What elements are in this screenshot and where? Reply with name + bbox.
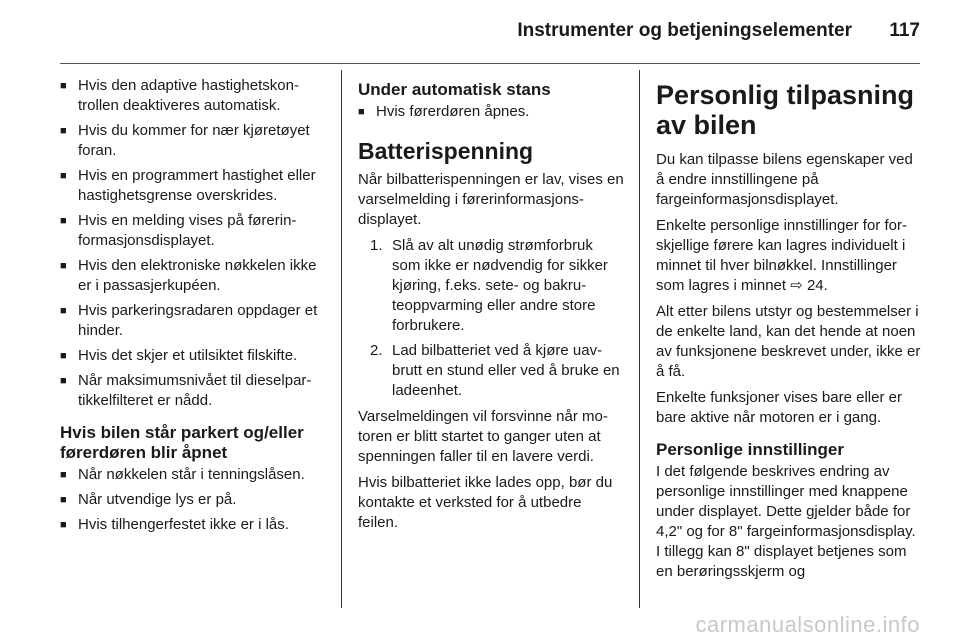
parked-list bbox=[60, 465, 330, 535]
section-title-personalization: Personlig tilpasning av bilen bbox=[656, 80, 915, 140]
paragraph: Varselmeldingen vil forsvinne når motoren er blitt startet to ganger uten at spenningen faller til en lavere verdi. bbox=[358, 408, 608, 465]
list-item: ■ Hvis den adaptive hastighetskontrollen deaktiveres automatisk. bbox=[60, 76, 330, 116]
paragraph: Når bilbatterispenningen er lav, vises en varselmelding i førerinformasjonsdisplayet. bbox=[358, 171, 624, 228]
column-left bbox=[60, 76, 330, 540]
list-item: ■ Hvis det skjer et utilsiktet filskifte. bbox=[60, 346, 330, 366]
list-item bbox=[358, 341, 624, 401]
page-number: 117 bbox=[889, 20, 920, 41]
list-item: ■ Når maksimumsnivået til dieselpartikkelfilteret er nådd. bbox=[60, 371, 330, 411]
paragraph: Enkelte funksjoner vises bare eller er bare aktive når motoren er i gang. bbox=[656, 389, 902, 426]
list-item: ■ Hvis førerdøren åpnes. bbox=[358, 102, 624, 122]
list-item: ■ Hvis parkeringsradaren oppdager et hinder. bbox=[60, 301, 330, 341]
list-item: ■ Hvis en melding vises på førerinformasjonsdisplayet. bbox=[60, 211, 330, 251]
column-divider bbox=[639, 70, 640, 608]
paragraph: I det følgende beskrives endring av personlige innstillinger med knappene under displayet. Dette gjelder både for 4,2" og for 8" fargeinformasjonsdisplay. I tillegg kan 8" displayet betjenes som en berøringsskjerm og bbox=[656, 463, 916, 580]
list-item bbox=[358, 236, 624, 336]
list-item: ■ Hvis tilhengerfestet ikke er i lås. bbox=[60, 515, 330, 535]
paragraph: Hvis bilbatteriet ikke lades opp, bør du kontakte et verksted for å utbedre feilen. bbox=[358, 474, 613, 531]
header-rule bbox=[60, 63, 920, 64]
step-number: 2. bbox=[370, 342, 383, 359]
section-heading-personal-settings: Personlige innstillinger bbox=[656, 440, 844, 459]
header-title: Instrumenter og betjeningselementer bbox=[517, 20, 852, 41]
list-item: ■ Hvis du kommer for nær kjøretøyet foran. bbox=[60, 121, 330, 161]
paragraph: Enkelte personlige innstillinger for forskjellige førere kan lagres individuelt i minnet til hver bilnøkkel. Innstillinger som lagres i minnet ⇨ 24. bbox=[656, 217, 907, 294]
list-item: ■ Når utvendige lys er på. bbox=[60, 490, 330, 510]
list-item: ■ Hvis den elektroniske nøkkelen ikke er i passasjerkupéen. bbox=[60, 256, 330, 296]
section-heading-battery: Batterispenning bbox=[358, 138, 534, 164]
paragraph: Alt etter bilens utstyr og bestemmelser i de enkelte land, kan det hende at noen av funksjonene beskrevet under, ikke er å få. bbox=[656, 303, 921, 380]
list-item: ■ Når nøkkelen står i tenningslåsen. bbox=[60, 465, 330, 485]
watermark: carmanualsonline.info bbox=[695, 612, 920, 637]
page-header bbox=[0, 14, 960, 54]
warning-list bbox=[60, 76, 330, 411]
paragraph: Du kan tilpasse bilens egenskaper ved å endre innstillingene på fargeinformasjonsdisplayet. bbox=[656, 151, 913, 208]
list-item: ■ Hvis en programmert hastighet eller hastighetsgrense overskrides. bbox=[60, 166, 330, 206]
step-number: 1. bbox=[370, 237, 383, 254]
section-heading-autostop: Under automatisk stans bbox=[358, 80, 551, 99]
battery-steps bbox=[358, 236, 624, 401]
autostop-list bbox=[358, 102, 624, 122]
section-heading-parked: Hvis bilen står parkert og/eller førerdøren blir åpnet bbox=[60, 423, 304, 462]
step-text: Slå av alt unødig strømforbruk som ikke er nødvendig for sikker kjøring, f.eks. sete- og bakruteoppvarming eller andre store forbrukere. bbox=[392, 237, 608, 334]
column-middle bbox=[358, 80, 624, 539]
column-right bbox=[656, 80, 922, 588]
step-text: Lad bilbatteriet ved å kjøre uavbrutt en stund eller ved å bruke en ladeenhet. bbox=[392, 342, 620, 399]
column-divider bbox=[341, 70, 342, 608]
